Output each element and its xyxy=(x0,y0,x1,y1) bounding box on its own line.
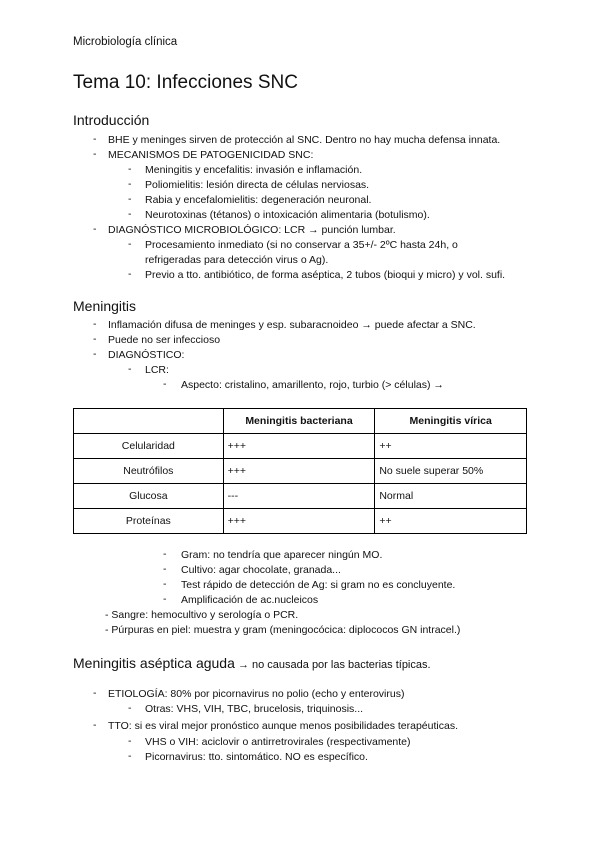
list-item: - Púrpuras en piel: muestra y gram (meningocócica: diplococos GN intracel.) xyxy=(105,624,461,636)
list-item: Puede no ser infeccioso xyxy=(108,334,221,346)
list-item: Gram: no tendría que aparecer ningún MO. xyxy=(181,549,383,561)
bullet-dash: - xyxy=(163,593,167,605)
list-item: DIAGNÓSTICO: xyxy=(108,349,185,361)
bullet-dash: - xyxy=(93,719,97,731)
section-heading-meningitis: Meningitis xyxy=(73,298,137,314)
bullet-dash: - xyxy=(163,578,167,590)
section-heading-meningitis-aseptica xyxy=(73,655,431,671)
bullet-dash: - xyxy=(93,133,97,145)
list-item: Amplificación de ac.nucleicos xyxy=(181,594,319,606)
table-header-cell xyxy=(74,409,224,434)
table-cell: --- xyxy=(223,484,375,509)
page-title: Tema 10: Infecciones SNC xyxy=(73,72,298,93)
bullet-dash: - xyxy=(128,193,132,205)
bullet-dash: - xyxy=(128,208,132,220)
list-item: Rabia y encefalomielitis: degeneración neuronal. xyxy=(145,194,372,206)
bullet-dash: - xyxy=(93,223,97,235)
list-item: Inflamación difusa de meninges y esp. subaracnoideo → puede afectar a SNC. xyxy=(108,319,476,331)
table-row xyxy=(74,484,527,509)
bullet-dash: - xyxy=(163,378,167,390)
running-head: Microbiología clínica xyxy=(73,36,178,48)
list-item: Meningitis y encefalitis: invasión e inflamación. xyxy=(145,164,363,176)
table-row xyxy=(74,509,527,534)
table-cell: No suele superar 50% xyxy=(375,459,527,484)
list-item: Test rápido de detección de Ag: si gram no es concluyente. xyxy=(181,579,456,591)
list-item: Otras: VHS, VIH, TBC, brucelosis, triquinosis... xyxy=(145,703,364,715)
bullet-dash: - xyxy=(163,563,167,575)
list-item: Cultivo: agar chocolate, granada... xyxy=(181,564,341,576)
table-row-label: Glucosa xyxy=(74,484,224,509)
table-cell: ++ xyxy=(375,509,527,534)
table-row xyxy=(74,434,527,459)
bullet-dash: - xyxy=(93,348,97,360)
list-item: - Sangre: hemocultivo y serología o PCR. xyxy=(105,609,299,621)
table-header-cell: Meningitis bacteriana xyxy=(223,409,375,434)
list-item: MECANISMOS DE PATOGENICIDAD SNC: xyxy=(108,149,314,161)
bullet-dash: - xyxy=(128,238,132,250)
list-item: LCR: xyxy=(145,364,169,376)
list-item-continuation: refrigeradas para detección virus o Ag). xyxy=(145,254,329,266)
bullet-dash: - xyxy=(128,735,132,747)
list-item xyxy=(108,687,404,701)
table-cell: ++ xyxy=(375,434,527,459)
table-row xyxy=(74,459,527,484)
bullet-dash: - xyxy=(93,318,97,330)
list-item: Poliomielitis: lesión directa de células nerviosas. xyxy=(145,179,370,191)
list-item: TTO: si es viral mejor pronóstico aunque menos posibilidades terapéuticas. xyxy=(108,720,458,732)
list-item: VHS o VIH: aciclovir o antirretrovirales (respectivamente) xyxy=(145,736,411,748)
table-row-label: Proteínas xyxy=(74,509,224,534)
bullet-dash: - xyxy=(93,148,97,160)
bullet-dash: - xyxy=(128,163,132,175)
table-cell: +++ xyxy=(223,434,375,459)
bullet-dash: - xyxy=(93,333,97,345)
etiologia-label: ETIOLOGÍA: xyxy=(108,688,168,700)
bullet-dash: - xyxy=(128,363,132,375)
table-cell: +++ xyxy=(223,459,375,484)
list-item: Neurotoxinas (tétanos) o intoxicación alimentaria (botulismo). xyxy=(145,209,430,221)
section-heading-introduccion: Introducción xyxy=(73,112,150,128)
bullet-dash: - xyxy=(93,687,97,699)
list-item: Procesamiento inmediato (si no conservar a 35+/- 2ºC hasta 24h, o xyxy=(145,239,458,251)
section-heading-text: Meningitis aséptica aguda xyxy=(73,655,235,671)
table-cell: Normal xyxy=(375,484,527,509)
table-row-label: Neutrófilos xyxy=(74,459,224,484)
etiologia-text: 80% por picornavirus no polio (echo y enterovirus) xyxy=(167,688,405,700)
table-header-cell: Meningitis vírica xyxy=(375,409,527,434)
table-header-row xyxy=(74,409,527,434)
table-row-label: Celularidad xyxy=(74,434,224,459)
list-item: Previo a tto. antibiótico, de forma aséptica, 2 tubos (bioqui y micro) y vol. sufi. xyxy=(145,269,506,281)
list-item: Aspecto: cristalino, amarillento, rojo, turbio (> células) → xyxy=(181,379,444,391)
bullet-dash: - xyxy=(128,178,132,190)
bullet-dash: - xyxy=(128,268,132,280)
bullet-dash: - xyxy=(128,750,132,762)
lcr-comparison-table xyxy=(73,408,527,534)
section-heading-suffix: → no causada por las bacterias típicas. xyxy=(234,659,431,671)
bullet-dash: - xyxy=(163,548,167,560)
list-item: BHE y meninges sirven de protección al SNC. Dentro no hay mucha defensa innata. xyxy=(108,134,501,146)
bullet-dash: - xyxy=(128,702,132,714)
list-item: Picornavirus: tto. sintomático. NO es específico. xyxy=(145,751,368,763)
table-cell: +++ xyxy=(223,509,375,534)
list-item: DIAGNÓSTICO MICROBIOLÓGICO: LCR → punción lumbar. xyxy=(108,224,396,236)
